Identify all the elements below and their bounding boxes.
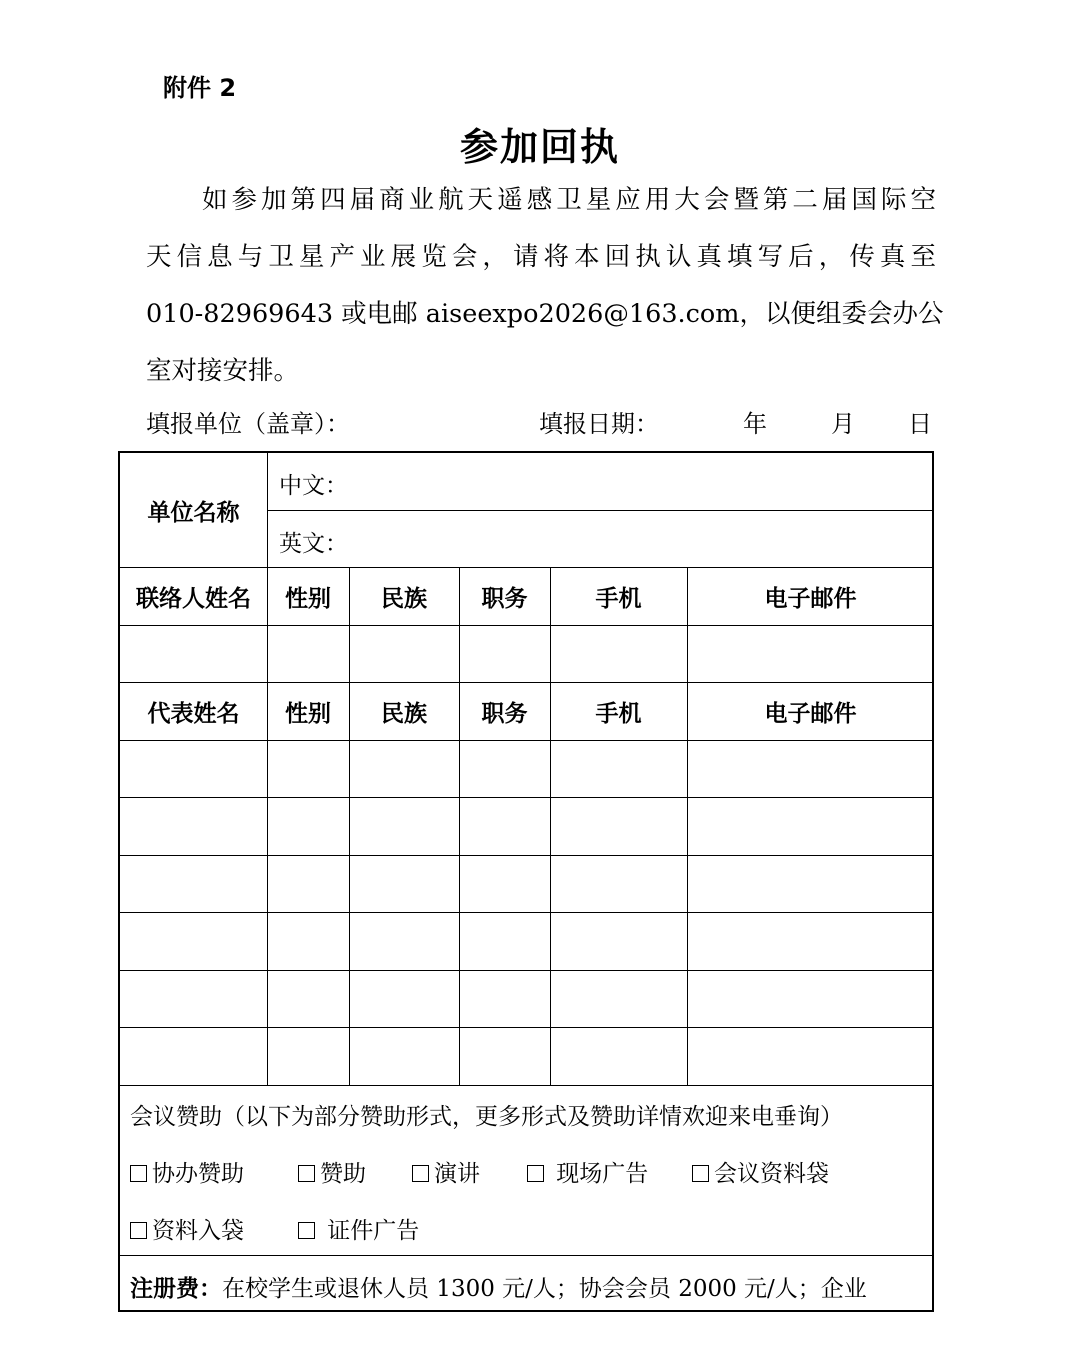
fill-year: 年 xyxy=(743,410,767,438)
header-ethnicity: 民族 xyxy=(381,700,427,727)
divider xyxy=(120,625,934,626)
checkbox[interactable] xyxy=(692,1165,709,1182)
divider xyxy=(550,567,551,1085)
header-email: 电子邮件 xyxy=(764,700,857,727)
divider xyxy=(120,797,934,798)
fill-month: 月 xyxy=(831,410,855,438)
header-gender: 性别 xyxy=(285,585,331,612)
checkbox[interactable] xyxy=(527,1165,544,1182)
header-representative-name: 代表姓名 xyxy=(147,700,240,727)
header-email: 电子邮件 xyxy=(764,585,857,612)
divider xyxy=(459,567,460,1085)
checkbox[interactable] xyxy=(298,1222,315,1239)
page-title: 参加回执 xyxy=(459,125,620,169)
divider xyxy=(687,567,688,1085)
header-mobile: 手机 xyxy=(595,700,642,727)
attachment-label: 附件 2 xyxy=(163,74,237,102)
divider xyxy=(120,1027,934,1028)
divider xyxy=(267,453,268,1085)
registration-form-table xyxy=(118,451,934,1312)
sponsor-option[interactable]: 资料入袋 xyxy=(130,1212,244,1245)
sponsor-option[interactable]: 证件广告 xyxy=(298,1212,419,1245)
intro-paragraph xyxy=(146,172,944,400)
header-mobile: 手机 xyxy=(595,585,642,612)
unit-name-label: 单位名称 xyxy=(147,499,240,526)
sponsor-option[interactable]: 演讲 xyxy=(412,1155,480,1188)
sponsor-option[interactable]: 现场广告 xyxy=(527,1155,648,1188)
fill-unit-label: 填报单位（盖章）： xyxy=(146,410,350,438)
divider xyxy=(120,855,934,856)
sponsor-title: 会议赞助（以下为部分赞助形式，更多形式及赞助详情欢迎来电垂询） xyxy=(130,1104,843,1130)
checkbox[interactable] xyxy=(130,1222,147,1239)
divider xyxy=(120,1255,934,1256)
sponsor-option[interactable]: 赞助 xyxy=(298,1155,366,1188)
divider xyxy=(120,912,934,913)
header-position: 职务 xyxy=(481,700,528,727)
english-name-label: 英文： xyxy=(279,531,348,557)
sponsor-option[interactable]: 协办赞助 xyxy=(130,1155,244,1188)
fill-date-label: 填报日期： xyxy=(539,410,659,438)
divider xyxy=(120,970,934,971)
chinese-name-label: 中文： xyxy=(279,473,348,499)
divider xyxy=(349,567,350,1085)
sponsor-option[interactable]: 会议资料袋 xyxy=(692,1155,829,1188)
fee-label: 注册费： xyxy=(130,1276,222,1302)
header-gender: 性别 xyxy=(285,700,331,727)
checkbox[interactable] xyxy=(412,1165,429,1182)
fee-text: 在校学生或退休人员 1300 元/人；协会会员 2000 元/人；企业 xyxy=(222,1276,867,1302)
intro-line: 010-82969643 或电邮 aiseexpo2026@163.com，以便组委会办公 xyxy=(146,299,944,329)
header-position: 职务 xyxy=(481,585,528,612)
checkbox[interactable] xyxy=(298,1165,315,1182)
header-contact-name: 联络人姓名 xyxy=(136,585,251,612)
intro-line: 如参加第四届商业航天遥感卫星应用大会暨第二届国际空 xyxy=(202,185,936,215)
fill-day: 日 xyxy=(908,410,932,438)
checkbox[interactable] xyxy=(130,1165,147,1182)
divider xyxy=(120,740,934,741)
intro-line: 天信息与卫星产业展览会，请将本回执认真填写后，传真至 xyxy=(146,242,936,272)
registration-fee xyxy=(130,1270,867,1303)
intro-line: 室对接安排。 xyxy=(146,356,300,386)
divider xyxy=(267,510,934,511)
divider xyxy=(120,1085,934,1086)
header-ethnicity: 民族 xyxy=(381,585,427,612)
